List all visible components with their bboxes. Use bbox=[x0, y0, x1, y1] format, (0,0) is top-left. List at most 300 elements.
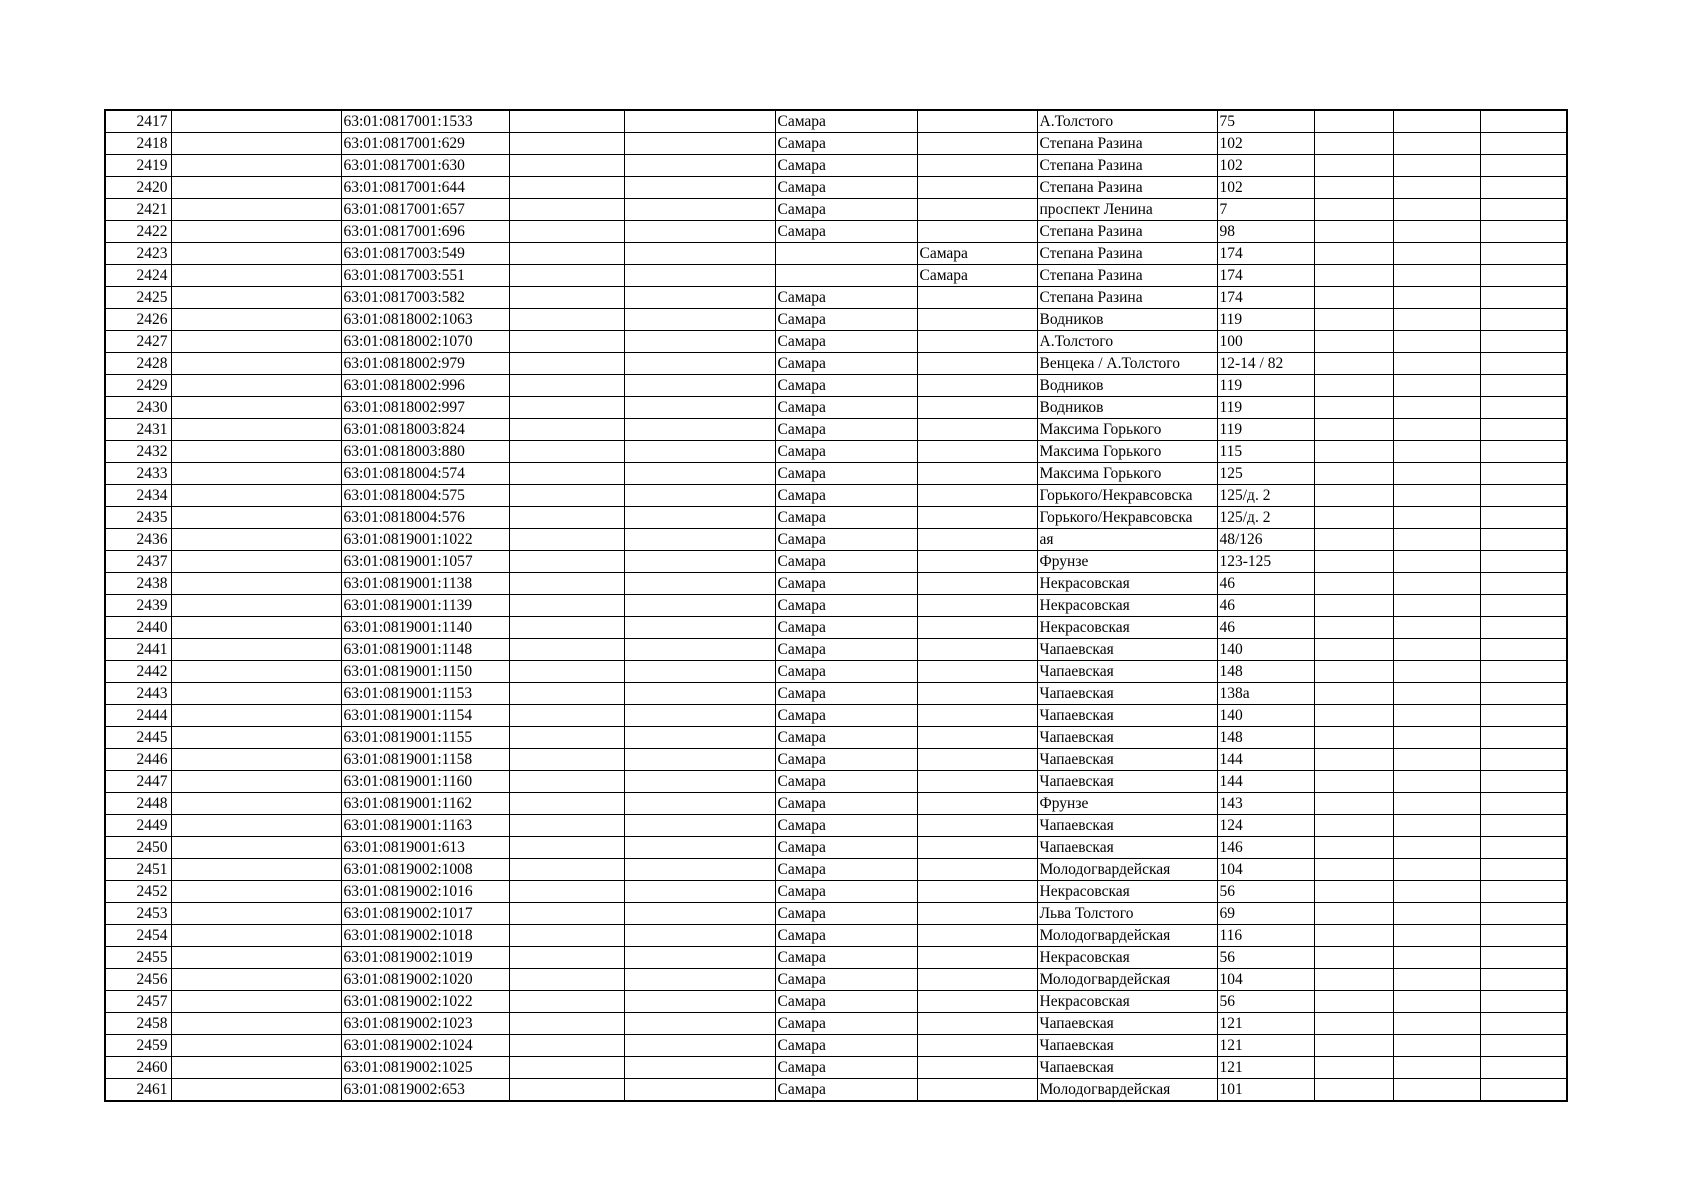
empty-cell bbox=[1480, 969, 1567, 991]
house-number-cell: 121 bbox=[1217, 1057, 1314, 1079]
house-number-cell: 174 bbox=[1217, 243, 1314, 265]
empty-cell bbox=[1393, 1079, 1480, 1102]
empty-cell bbox=[171, 1079, 341, 1102]
settlement-cell bbox=[917, 309, 1037, 331]
empty-cell bbox=[1314, 1035, 1393, 1057]
empty-cell bbox=[171, 837, 341, 859]
cadastral-number-cell: 63:01:0819001:1153 bbox=[341, 683, 509, 705]
empty-cell bbox=[171, 639, 341, 661]
empty-cell bbox=[624, 1057, 775, 1079]
empty-cell bbox=[509, 727, 624, 749]
street-cell: Водников bbox=[1037, 309, 1217, 331]
settlement-cell bbox=[917, 287, 1037, 309]
empty-cell bbox=[509, 110, 624, 133]
table-row bbox=[105, 705, 1567, 727]
street-cell: Чапаевская bbox=[1037, 705, 1217, 727]
empty-cell bbox=[1393, 441, 1480, 463]
row-number-cell: 2417 bbox=[105, 110, 171, 133]
empty-cell bbox=[1393, 507, 1480, 529]
empty-cell bbox=[509, 441, 624, 463]
house-number-cell: 102 bbox=[1217, 133, 1314, 155]
city-cell: Самара bbox=[775, 353, 917, 375]
empty-cell bbox=[1314, 397, 1393, 419]
empty-cell bbox=[509, 353, 624, 375]
empty-cell bbox=[171, 727, 341, 749]
row-number-cell: 2455 bbox=[105, 947, 171, 969]
empty-cell bbox=[509, 1057, 624, 1079]
empty-cell bbox=[624, 309, 775, 331]
street-cell: Некрасовская bbox=[1037, 947, 1217, 969]
settlement-cell bbox=[917, 331, 1037, 353]
row-number-cell: 2425 bbox=[105, 287, 171, 309]
empty-cell bbox=[1480, 595, 1567, 617]
empty-cell bbox=[1393, 661, 1480, 683]
empty-cell bbox=[1314, 947, 1393, 969]
empty-cell bbox=[624, 947, 775, 969]
empty-cell bbox=[1314, 177, 1393, 199]
city-cell bbox=[775, 243, 917, 265]
empty-cell bbox=[1480, 925, 1567, 947]
settlement-cell bbox=[917, 969, 1037, 991]
settlement-cell bbox=[917, 573, 1037, 595]
city-cell bbox=[775, 265, 917, 287]
empty-cell bbox=[1480, 793, 1567, 815]
house-number-cell: 121 bbox=[1217, 1035, 1314, 1057]
row-number-cell: 2445 bbox=[105, 727, 171, 749]
empty-cell bbox=[509, 507, 624, 529]
empty-cell bbox=[171, 573, 341, 595]
cadastral-number-cell: 63:01:0817001:657 bbox=[341, 199, 509, 221]
empty-cell bbox=[624, 727, 775, 749]
empty-cell bbox=[624, 265, 775, 287]
city-cell: Самара bbox=[775, 969, 917, 991]
street-cell: Молодогвардейская bbox=[1037, 859, 1217, 881]
cadastral-number-cell: 63:01:0819002:1017 bbox=[341, 903, 509, 925]
empty-cell bbox=[1480, 309, 1567, 331]
empty-cell bbox=[1480, 110, 1567, 133]
empty-cell bbox=[1480, 727, 1567, 749]
settlement-cell bbox=[917, 815, 1037, 837]
empty-cell bbox=[1480, 507, 1567, 529]
empty-cell bbox=[1393, 177, 1480, 199]
empty-cell bbox=[1314, 991, 1393, 1013]
empty-cell bbox=[171, 441, 341, 463]
table-row bbox=[105, 551, 1567, 573]
empty-cell bbox=[624, 859, 775, 881]
empty-cell bbox=[1393, 397, 1480, 419]
settlement-cell bbox=[917, 749, 1037, 771]
empty-cell bbox=[624, 199, 775, 221]
empty-cell bbox=[171, 287, 341, 309]
empty-cell bbox=[171, 265, 341, 287]
city-cell: Самара bbox=[775, 177, 917, 199]
house-number-cell: 121 bbox=[1217, 1013, 1314, 1035]
empty-cell bbox=[509, 1079, 624, 1102]
empty-cell bbox=[1480, 1079, 1567, 1102]
empty-cell bbox=[1314, 771, 1393, 793]
cadastral-number-cell: 63:01:0818002:996 bbox=[341, 375, 509, 397]
empty-cell bbox=[509, 639, 624, 661]
empty-cell bbox=[1314, 683, 1393, 705]
table-row bbox=[105, 903, 1567, 925]
empty-cell bbox=[171, 925, 341, 947]
settlement-cell bbox=[917, 771, 1037, 793]
row-number-cell: 2436 bbox=[105, 529, 171, 551]
empty-cell bbox=[624, 881, 775, 903]
empty-cell bbox=[509, 573, 624, 595]
house-number-cell: 56 bbox=[1217, 947, 1314, 969]
house-number-cell: 125/д. 2 bbox=[1217, 485, 1314, 507]
empty-cell bbox=[1480, 529, 1567, 551]
cadastral-number-cell: 63:01:0819001:1138 bbox=[341, 573, 509, 595]
empty-cell bbox=[624, 991, 775, 1013]
row-number-cell: 2451 bbox=[105, 859, 171, 881]
city-cell: Самара bbox=[775, 133, 917, 155]
empty-cell bbox=[1393, 309, 1480, 331]
settlement-cell bbox=[917, 1035, 1037, 1057]
street-cell: проспект Ленина bbox=[1037, 199, 1217, 221]
table-row bbox=[105, 419, 1567, 441]
empty-cell bbox=[1393, 595, 1480, 617]
cadastral-number-cell: 63:01:0819002:1023 bbox=[341, 1013, 509, 1035]
city-cell: Самара bbox=[775, 837, 917, 859]
empty-cell bbox=[1480, 243, 1567, 265]
empty-cell bbox=[1480, 947, 1567, 969]
empty-cell bbox=[171, 969, 341, 991]
empty-cell bbox=[1314, 727, 1393, 749]
house-number-cell: 104 bbox=[1217, 969, 1314, 991]
empty-cell bbox=[1393, 529, 1480, 551]
settlement-cell bbox=[917, 793, 1037, 815]
empty-cell bbox=[1393, 331, 1480, 353]
empty-cell bbox=[1393, 859, 1480, 881]
city-cell: Самара bbox=[775, 683, 917, 705]
street-cell: Чапаевская bbox=[1037, 1035, 1217, 1057]
empty-cell bbox=[1314, 199, 1393, 221]
settlement-cell bbox=[917, 221, 1037, 243]
city-cell: Самара bbox=[775, 110, 917, 133]
empty-cell bbox=[171, 243, 341, 265]
empty-cell bbox=[509, 749, 624, 771]
empty-cell bbox=[171, 507, 341, 529]
city-cell: Самара bbox=[775, 815, 917, 837]
empty-cell bbox=[624, 617, 775, 639]
city-cell: Самара bbox=[775, 1013, 917, 1035]
empty-cell bbox=[1480, 1057, 1567, 1079]
empty-cell bbox=[624, 155, 775, 177]
city-cell: Самара bbox=[775, 529, 917, 551]
settlement-cell bbox=[917, 947, 1037, 969]
settlement-cell bbox=[917, 1057, 1037, 1079]
settlement-cell bbox=[917, 1013, 1037, 1035]
street-cell: Степана Разина bbox=[1037, 243, 1217, 265]
empty-cell bbox=[171, 705, 341, 727]
empty-cell bbox=[509, 199, 624, 221]
table-row bbox=[105, 529, 1567, 551]
house-number-cell: 46 bbox=[1217, 617, 1314, 639]
empty-cell bbox=[624, 925, 775, 947]
empty-cell bbox=[1480, 881, 1567, 903]
row-number-cell: 2418 bbox=[105, 133, 171, 155]
settlement-cell: Самара bbox=[917, 265, 1037, 287]
settlement-cell bbox=[917, 661, 1037, 683]
table-row bbox=[105, 243, 1567, 265]
empty-cell bbox=[171, 881, 341, 903]
empty-cell bbox=[509, 221, 624, 243]
house-number-cell: 75 bbox=[1217, 110, 1314, 133]
empty-cell bbox=[1314, 485, 1393, 507]
settlement-cell bbox=[917, 507, 1037, 529]
empty-cell bbox=[171, 309, 341, 331]
table-row bbox=[105, 573, 1567, 595]
empty-cell bbox=[509, 947, 624, 969]
empty-cell bbox=[171, 595, 341, 617]
street-cell: Некрасовская bbox=[1037, 573, 1217, 595]
city-cell: Самара bbox=[775, 793, 917, 815]
empty-cell bbox=[1393, 485, 1480, 507]
empty-cell bbox=[171, 331, 341, 353]
records-table bbox=[104, 109, 1568, 1102]
empty-cell bbox=[624, 397, 775, 419]
cadastral-number-cell: 63:01:0817003:551 bbox=[341, 265, 509, 287]
cadastral-number-cell: 63:01:0817001:1533 bbox=[341, 110, 509, 133]
empty-cell bbox=[624, 573, 775, 595]
empty-cell bbox=[509, 617, 624, 639]
row-number-cell: 2437 bbox=[105, 551, 171, 573]
empty-cell bbox=[1314, 463, 1393, 485]
empty-cell bbox=[1393, 991, 1480, 1013]
street-cell: Степана Разина bbox=[1037, 287, 1217, 309]
empty-cell bbox=[1393, 155, 1480, 177]
empty-cell bbox=[171, 133, 341, 155]
table-row bbox=[105, 507, 1567, 529]
settlement-cell bbox=[917, 727, 1037, 749]
empty-cell bbox=[624, 903, 775, 925]
table-row bbox=[105, 199, 1567, 221]
row-number-cell: 2448 bbox=[105, 793, 171, 815]
empty-cell bbox=[1393, 199, 1480, 221]
city-cell: Самара bbox=[775, 485, 917, 507]
cadastral-number-cell: 63:01:0819002:1022 bbox=[341, 991, 509, 1013]
cadastral-number-cell: 63:01:0817001:696 bbox=[341, 221, 509, 243]
row-number-cell: 2431 bbox=[105, 419, 171, 441]
empty-cell bbox=[509, 529, 624, 551]
empty-cell bbox=[171, 903, 341, 925]
settlement-cell bbox=[917, 903, 1037, 925]
street-cell: Некрасовская bbox=[1037, 617, 1217, 639]
city-cell: Самара bbox=[775, 221, 917, 243]
empty-cell bbox=[1314, 705, 1393, 727]
house-number-cell: 144 bbox=[1217, 771, 1314, 793]
empty-cell bbox=[1480, 771, 1567, 793]
empty-cell bbox=[1480, 1013, 1567, 1035]
empty-cell bbox=[171, 485, 341, 507]
table-row bbox=[105, 110, 1567, 133]
house-number-cell: 119 bbox=[1217, 419, 1314, 441]
empty-cell bbox=[509, 551, 624, 573]
settlement-cell: Самара bbox=[917, 243, 1037, 265]
row-number-cell: 2427 bbox=[105, 331, 171, 353]
empty-cell bbox=[624, 221, 775, 243]
empty-cell bbox=[624, 110, 775, 133]
empty-cell bbox=[509, 1013, 624, 1035]
row-number-cell: 2454 bbox=[105, 925, 171, 947]
row-number-cell: 2430 bbox=[105, 397, 171, 419]
table-row bbox=[105, 991, 1567, 1013]
empty-cell bbox=[509, 155, 624, 177]
city-cell: Самара bbox=[775, 947, 917, 969]
street-cell: Максима Горького bbox=[1037, 419, 1217, 441]
cadastral-number-cell: 63:01:0819002:1019 bbox=[341, 947, 509, 969]
empty-cell bbox=[509, 1035, 624, 1057]
empty-cell bbox=[1393, 881, 1480, 903]
city-cell: Самара bbox=[775, 573, 917, 595]
empty-cell bbox=[1314, 969, 1393, 991]
city-cell: Самара bbox=[775, 595, 917, 617]
empty-cell bbox=[509, 287, 624, 309]
street-cell: Чапаевская bbox=[1037, 771, 1217, 793]
empty-cell bbox=[1393, 110, 1480, 133]
cadastral-number-cell: 63:01:0819001:1139 bbox=[341, 595, 509, 617]
empty-cell bbox=[1480, 991, 1567, 1013]
empty-cell bbox=[171, 419, 341, 441]
city-cell: Самара bbox=[775, 287, 917, 309]
empty-cell bbox=[1393, 287, 1480, 309]
empty-cell bbox=[171, 749, 341, 771]
table-row bbox=[105, 661, 1567, 683]
empty-cell bbox=[1480, 419, 1567, 441]
empty-cell bbox=[171, 991, 341, 1013]
table-row bbox=[105, 441, 1567, 463]
empty-cell bbox=[1314, 265, 1393, 287]
empty-cell bbox=[1480, 903, 1567, 925]
cadastral-number-cell: 63:01:0819002:1024 bbox=[341, 1035, 509, 1057]
empty-cell bbox=[1393, 837, 1480, 859]
empty-cell bbox=[1314, 110, 1393, 133]
empty-cell bbox=[1480, 441, 1567, 463]
street-cell: Молодогвардейская bbox=[1037, 925, 1217, 947]
empty-cell bbox=[1314, 441, 1393, 463]
empty-cell bbox=[171, 793, 341, 815]
settlement-cell bbox=[917, 595, 1037, 617]
empty-cell bbox=[1314, 815, 1393, 837]
empty-cell bbox=[624, 419, 775, 441]
empty-cell bbox=[624, 177, 775, 199]
street-cell: Чапаевская bbox=[1037, 639, 1217, 661]
empty-cell bbox=[1314, 595, 1393, 617]
table-row bbox=[105, 925, 1567, 947]
cadastral-number-cell: 63:01:0818002:979 bbox=[341, 353, 509, 375]
city-cell: Самара bbox=[775, 419, 917, 441]
house-number-cell: 148 bbox=[1217, 661, 1314, 683]
street-cell: Степана Разина bbox=[1037, 133, 1217, 155]
empty-cell bbox=[1480, 683, 1567, 705]
empty-cell bbox=[1480, 617, 1567, 639]
row-number-cell: 2419 bbox=[105, 155, 171, 177]
empty-cell bbox=[1393, 221, 1480, 243]
empty-cell bbox=[1314, 1013, 1393, 1035]
empty-cell bbox=[1314, 1057, 1393, 1079]
house-number-cell: 144 bbox=[1217, 749, 1314, 771]
empty-cell bbox=[624, 243, 775, 265]
empty-cell bbox=[1314, 155, 1393, 177]
empty-cell bbox=[509, 463, 624, 485]
street-cell: Некрасовская bbox=[1037, 881, 1217, 903]
empty-cell bbox=[1314, 793, 1393, 815]
house-number-cell: 46 bbox=[1217, 595, 1314, 617]
cadastral-number-cell: 63:01:0819001:1154 bbox=[341, 705, 509, 727]
table-row bbox=[105, 463, 1567, 485]
empty-cell bbox=[509, 243, 624, 265]
empty-cell bbox=[1393, 683, 1480, 705]
row-number-cell: 2440 bbox=[105, 617, 171, 639]
street-cell: Молодогвардейская bbox=[1037, 969, 1217, 991]
empty-cell bbox=[624, 793, 775, 815]
house-number-cell: 7 bbox=[1217, 199, 1314, 221]
empty-cell bbox=[1393, 1057, 1480, 1079]
empty-cell bbox=[624, 1035, 775, 1057]
empty-cell bbox=[1480, 177, 1567, 199]
row-number-cell: 2456 bbox=[105, 969, 171, 991]
empty-cell bbox=[1480, 639, 1567, 661]
city-cell: Самара bbox=[775, 617, 917, 639]
city-cell: Самара bbox=[775, 881, 917, 903]
cadastral-number-cell: 63:01:0819001:1162 bbox=[341, 793, 509, 815]
street-cell: Чапаевская bbox=[1037, 1013, 1217, 1035]
empty-cell bbox=[509, 771, 624, 793]
empty-cell bbox=[1393, 947, 1480, 969]
empty-cell bbox=[624, 683, 775, 705]
city-cell: Самара bbox=[775, 903, 917, 925]
cadastral-number-cell: 63:01:0818003:824 bbox=[341, 419, 509, 441]
cadastral-number-cell: 63:01:0819001:1140 bbox=[341, 617, 509, 639]
settlement-cell bbox=[917, 353, 1037, 375]
house-number-cell: 56 bbox=[1217, 991, 1314, 1013]
empty-cell bbox=[1314, 661, 1393, 683]
empty-cell bbox=[509, 991, 624, 1013]
street-cell: Фрунзе bbox=[1037, 551, 1217, 573]
settlement-cell bbox=[917, 683, 1037, 705]
empty-cell bbox=[1480, 815, 1567, 837]
house-number-cell: 115 bbox=[1217, 441, 1314, 463]
empty-cell bbox=[1393, 265, 1480, 287]
empty-cell bbox=[1393, 1013, 1480, 1035]
row-number-cell: 2432 bbox=[105, 441, 171, 463]
empty-cell bbox=[624, 639, 775, 661]
settlement-cell bbox=[917, 397, 1037, 419]
cadastral-number-cell: 63:01:0817001:629 bbox=[341, 133, 509, 155]
empty-cell bbox=[1393, 925, 1480, 947]
city-cell: Самара bbox=[775, 1057, 917, 1079]
row-number-cell: 2449 bbox=[105, 815, 171, 837]
empty-cell bbox=[1393, 463, 1480, 485]
house-number-cell: 101 bbox=[1217, 1079, 1314, 1102]
settlement-cell bbox=[917, 551, 1037, 573]
row-number-cell: 2459 bbox=[105, 1035, 171, 1057]
house-number-cell: 119 bbox=[1217, 375, 1314, 397]
table-row bbox=[105, 793, 1567, 815]
street-cell: Льва Толстого bbox=[1037, 903, 1217, 925]
empty-cell bbox=[171, 463, 341, 485]
city-cell: Самара bbox=[775, 309, 917, 331]
table-row bbox=[105, 947, 1567, 969]
house-number-cell: 143 bbox=[1217, 793, 1314, 815]
settlement-cell bbox=[917, 991, 1037, 1013]
cadastral-number-cell: 63:01:0819001:1163 bbox=[341, 815, 509, 837]
city-cell: Самара bbox=[775, 551, 917, 573]
empty-cell bbox=[1314, 243, 1393, 265]
house-number-cell: 116 bbox=[1217, 925, 1314, 947]
